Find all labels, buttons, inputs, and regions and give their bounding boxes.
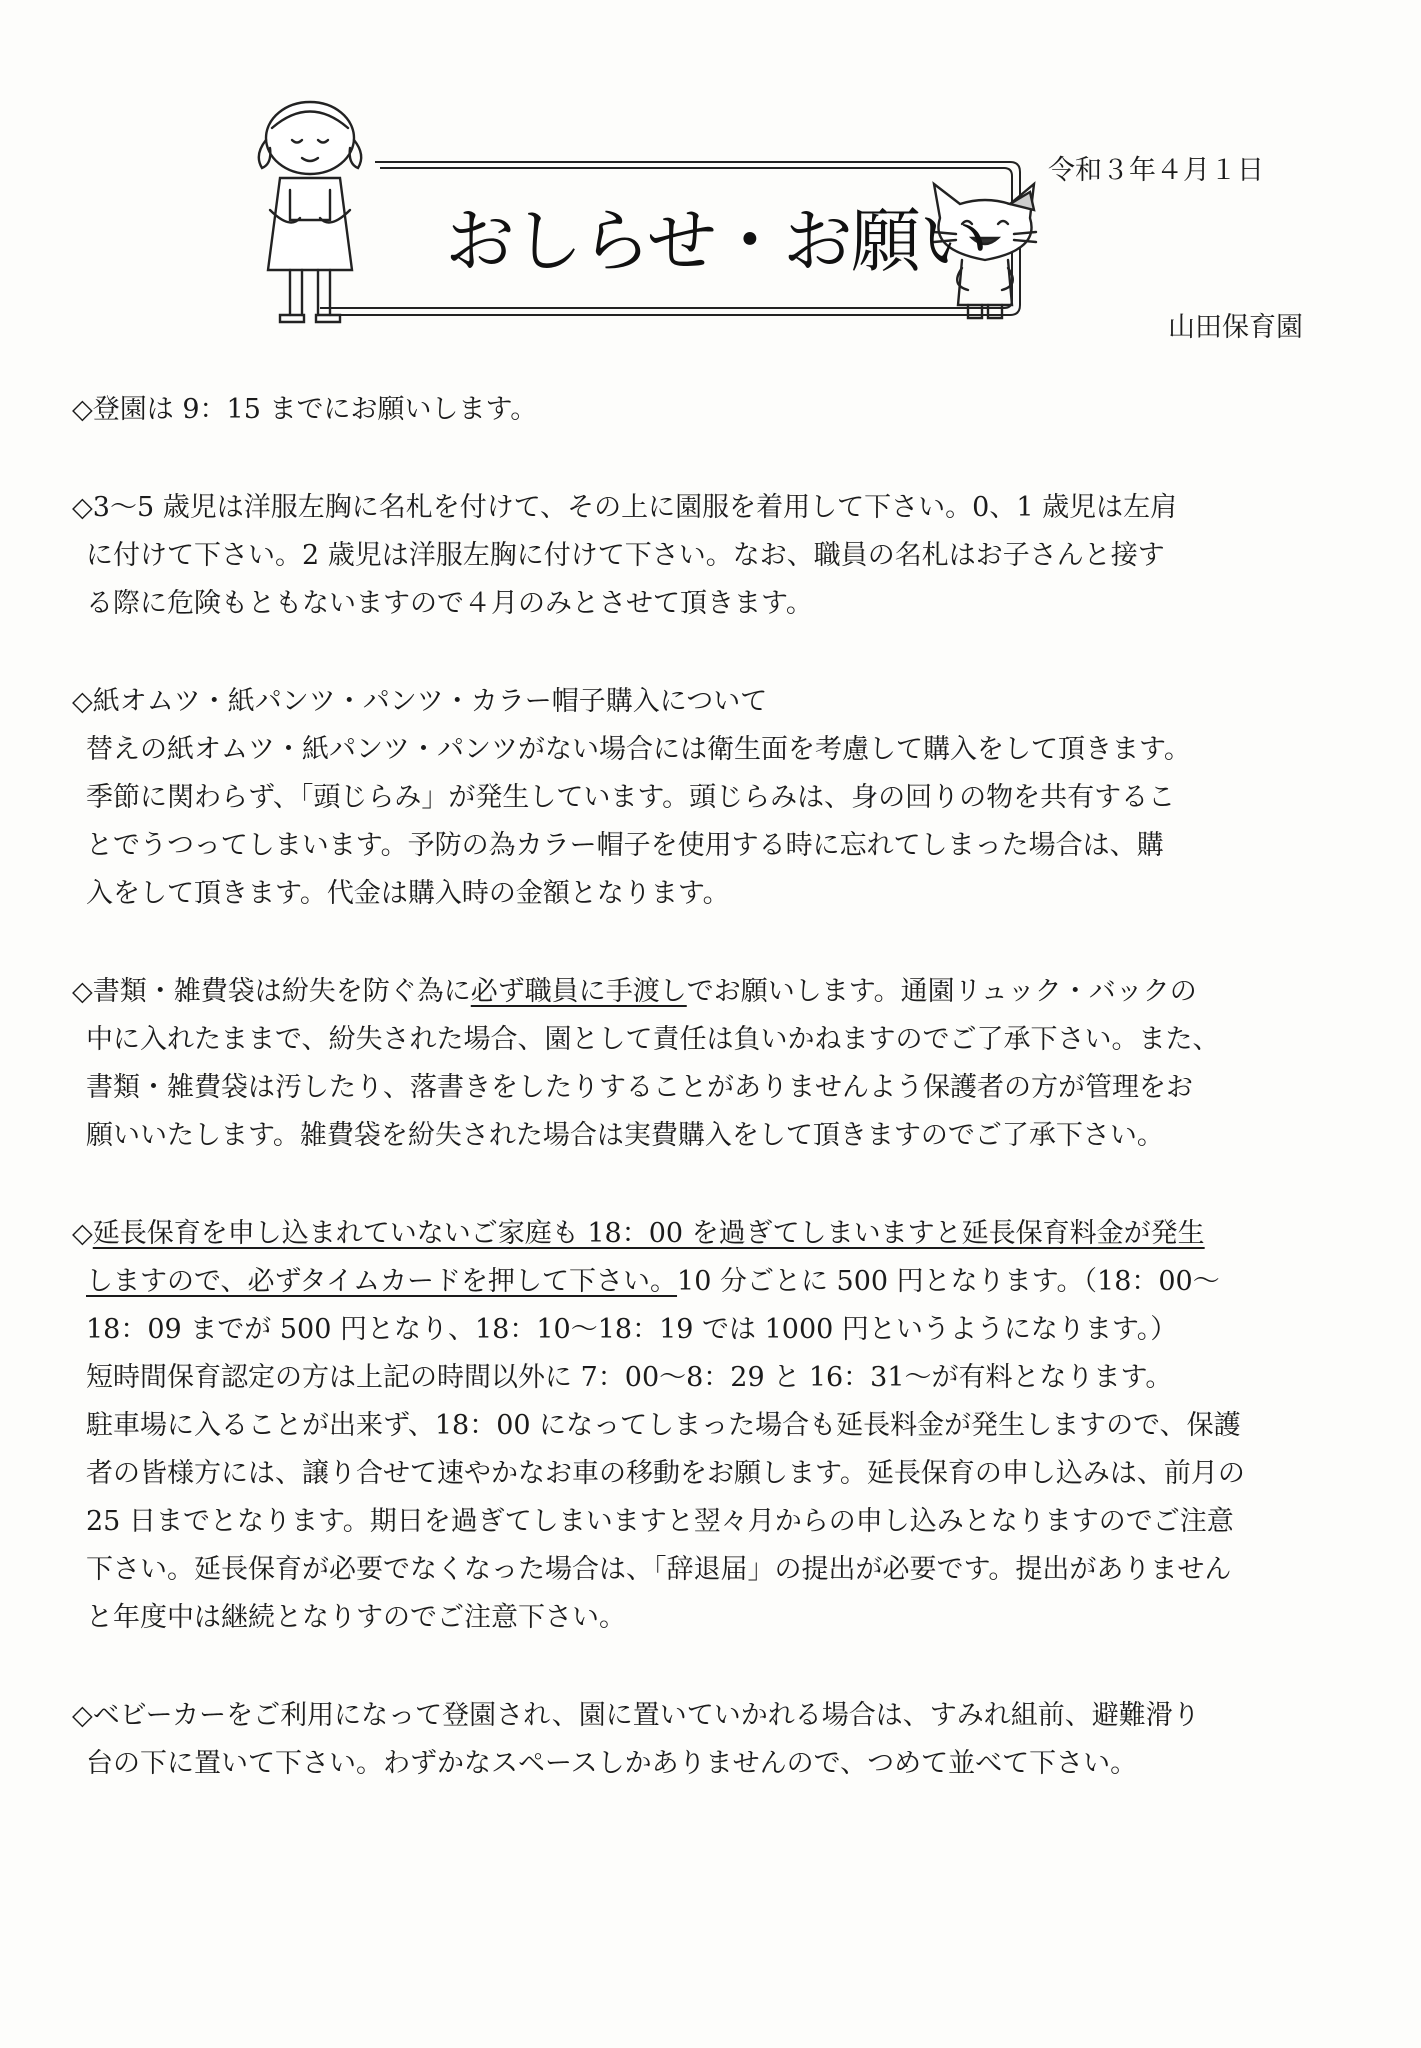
notice-line xyxy=(72,968,1372,1016)
notice-line: 願いいたします。雑費袋を紛失された場合は実費購入をして頂きますのでご了承下さい。 xyxy=(86,1120,1164,1151)
notice-line: と年度中は継続となりすのでご注意下さい。 xyxy=(86,1602,626,1633)
underlined-text: 必ず職員に手渡し xyxy=(470,976,687,1007)
notice-line: 18：09 までが 500 円となり、18：10～18：19 では 1000 円というようになります。） xyxy=(86,1314,1178,1345)
notice-stroller xyxy=(72,1692,1372,1788)
notice-line: 中に入れたままで、紛失された場合、園として責任は負いかねますのでご了承下さい。また、 xyxy=(86,1024,1220,1055)
notice-line: 替えの紙オムツ・紙パンツ・パンツがない場合には衛生面を考慮して購入をして頂きます。 xyxy=(86,734,1191,765)
underlined-text: 延長保育を申し込まれていないご家庭も 18：00 を過ぎてしまいますと延長保育料金が発生 xyxy=(92,1218,1205,1249)
notice-line: 25 日までとなります。期日を過ぎてしまいますと翌々月からの申し込みとなりますのでご注意 xyxy=(86,1506,1234,1537)
notice-line: とでうつってしまいます。予防の為カラー帽子を使用する時に忘れてしまった場合は、購 xyxy=(86,830,1164,861)
notice-line: 短時間保育認定の方は上記の時間以外に 7：00～8：29 と 16：31～が有料となります。 xyxy=(86,1362,1173,1393)
notice-line: 入をして頂きます。代金は購入時の金額となります。 xyxy=(86,878,730,909)
organization-name: 山田保育園 xyxy=(1168,312,1303,343)
notice-line xyxy=(72,1210,1372,1258)
notice-line: ◇紙オムツ・紙パンツ・パンツ・カラー帽子購入について xyxy=(72,686,768,717)
notice-extended-care xyxy=(72,1210,1372,1642)
notice-marker: ◇ xyxy=(72,1218,93,1249)
notice-text: 10 分ごとに 500 円となります。（18：00～ xyxy=(677,1266,1220,1297)
notice-line: ◇ベビーカーをご利用になって登園され、園に置いていかれる場合は、すみれ組前、避難滑り xyxy=(72,1700,1200,1731)
teacher-girl-illustration xyxy=(259,102,361,322)
notice-line: に付けて下さい。2 歳児は洋服左胸に付けて下さい。なお、職員の名札はお子さんと接す xyxy=(86,540,1165,571)
notice-line: ◇3～5 歳児は洋服左胸に名札を付けて、その上に園服を着用して下さい。0、1 歳児は左肩 xyxy=(72,492,1178,523)
notice-line: 書類・雑費袋は汚したり、落書きをしたりすることがありませんよう保護者の方が管理をお xyxy=(86,1072,1193,1103)
notice-line: 季節に関わらず、「頭じらみ」が発生しています。頭じらみは、身の回りの物を共有するこ xyxy=(86,782,1176,813)
notice-documents-bag xyxy=(72,968,1372,1160)
notice-line: 台の下に置いて下さい。わずかなスペースしかありませんので、つめて並べて下さい。 xyxy=(86,1748,1138,1779)
underlined-text: しますので、必ずタイムカードを押して下さい。 xyxy=(86,1266,678,1297)
notice-text: でお願いします。通園リュック・バックの xyxy=(686,976,1197,1007)
notice-name-tag xyxy=(72,484,1372,628)
page-title: おしらせ・お願い xyxy=(445,200,987,282)
notice-line xyxy=(72,1258,1372,1306)
notice-line: 下さい。延長保育が必要でなくなった場合は、「辞退届」の提出が必要です。提出がありません xyxy=(86,1554,1232,1585)
notice-diaper-purchase xyxy=(72,678,1372,918)
notice-line: る際に危険もともないますので４月のみとさせて頂きます。 xyxy=(86,588,813,619)
notice-text: ◇書類・雑費袋は紛失を防ぐ為に xyxy=(72,976,471,1007)
notice-arrival-time xyxy=(72,386,1372,434)
notice-list xyxy=(72,386,1372,1788)
notice-line: 者の皆様方には、譲り合せて速やかなお車の移動をお願します。延長保育の申し込みは、前月の xyxy=(86,1458,1245,1489)
notice-line: 駐車場に入ることが出来ず、18：00 になってしまった場合も延長料金が発生しますので、保護 xyxy=(86,1410,1241,1441)
issue-date: 令和３年４月１日 xyxy=(1048,155,1264,186)
notice-line: ◇登園は 9：15 までにお願いします。 xyxy=(72,394,538,425)
